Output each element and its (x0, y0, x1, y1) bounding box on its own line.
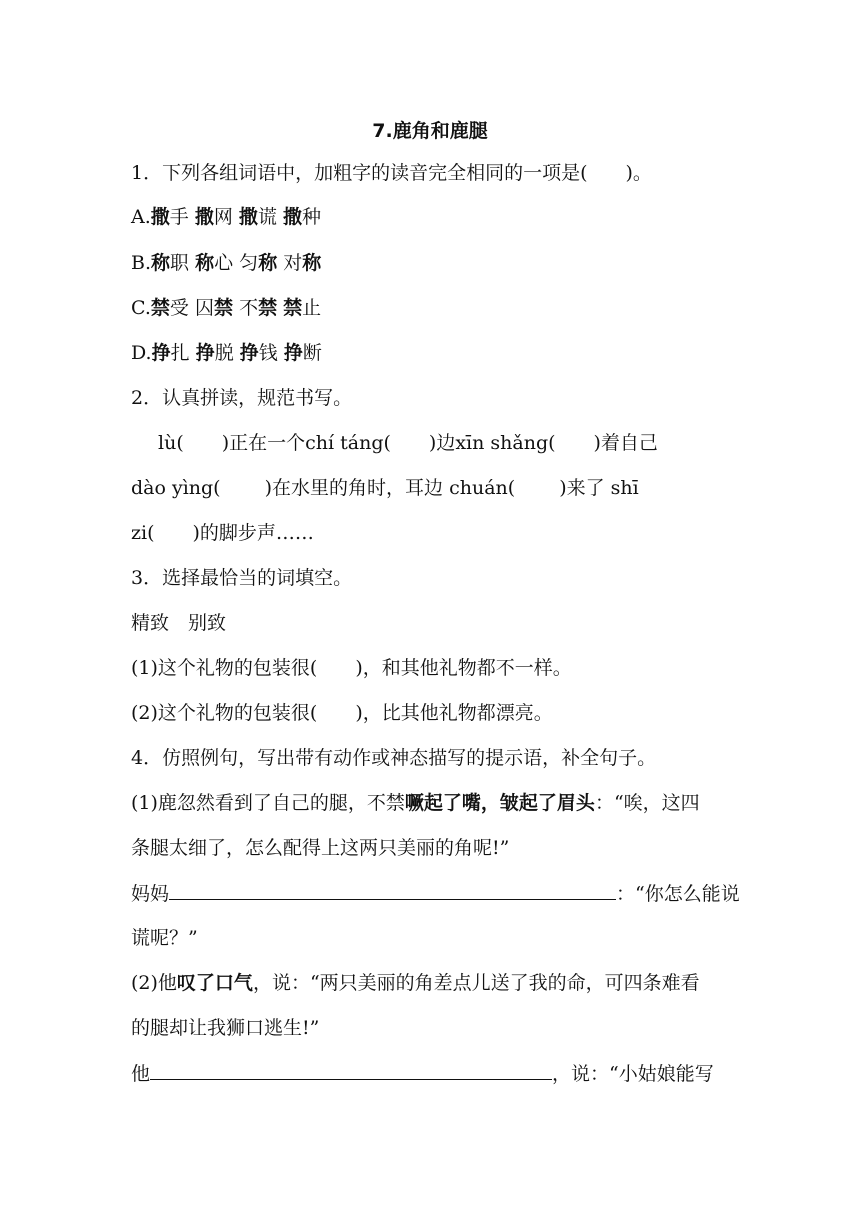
question-1-stem: 1．下列各组词语中，加粗字的读音完全相同的一项是( )。 (131, 162, 652, 184)
q2-pinyin-line-3: zi( )的脚步声…… (131, 522, 314, 544)
q2-pinyin-line-1: lù( )正在一个chí táng( )边xīn shǎng( )着自己 (158, 432, 658, 454)
question-4-stem: 4．仿照例句，写出带有动作或神态描写的提示语，补全句子。 (131, 747, 657, 769)
page-title: 7.鹿角和鹿腿 (372, 120, 488, 142)
q4-example-2-cont: 的腿却让我狮口逃生!” (131, 1017, 320, 1039)
q1-option-c: C.禁受 囚禁 不禁 禁止 (131, 297, 322, 319)
answer-blank-1[interactable] (169, 881, 616, 900)
q1-option-d: D.挣扎 挣脱 挣钱 挣断 (131, 342, 322, 364)
q3-sentence-2: (2)这个礼物的包装很( )，比其他礼物都漂亮。 (131, 702, 553, 724)
q4-example-1: (1)鹿忽然看到了自己的腿，不禁噘起了嘴，皱起了眉头：“唉，这四 (131, 792, 700, 814)
q1-option-b: B.称职 称心 匀称 对称 (131, 252, 322, 274)
q4-fill-1: 妈妈 ：“你怎么能说 (131, 883, 740, 905)
q2-pinyin-line-2: dào yìng( )在水里的角时，耳边 chuán( )来了 shī (131, 477, 639, 499)
q3-word-choices: 精致 别致 (131, 612, 227, 634)
answer-blank-2[interactable] (150, 1061, 552, 1080)
q4-example-2: (2)他叹了口气，说：“两只美丽的角差点儿送了我的命，可四条难看 (131, 972, 700, 994)
question-3-stem: 3．选择最恰当的词填空。 (131, 567, 353, 589)
q3-sentence-1: (1)这个礼物的包装很( )，和其他礼物都不一样。 (131, 657, 572, 679)
q1-option-a: A.撒手 撒网 撒谎 撒种 (131, 206, 322, 228)
q4-fill-2: 他 ，说：“小姑娘能写 (131, 1063, 714, 1085)
question-2-stem: 2．认真拼读，规范书写。 (131, 387, 353, 409)
q4-example-1-cont: 条腿太细了，怎么配得上这两只美丽的角呢!” (131, 837, 510, 859)
q4-fill-1-cont: 谎呢？” (131, 927, 198, 949)
